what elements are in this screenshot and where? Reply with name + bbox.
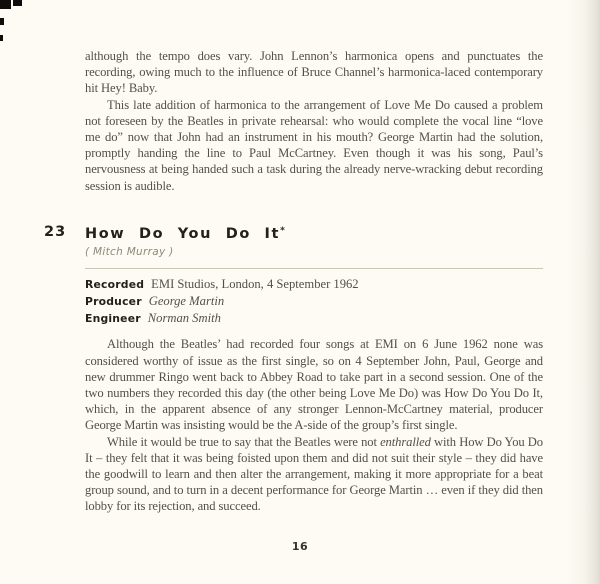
text-segment: While it would be true to say that the Beatles were not [107, 434, 381, 449]
heading-divider-rule [85, 268, 543, 269]
track-title [85, 223, 543, 243]
scan-artifact [0, 18, 4, 25]
track-entry-heading [44, 223, 543, 258]
paragraph [85, 97, 543, 194]
text-segment: Although the Beatles’ had recorded four songs at EMI on 6 June 1962 none was considered worthy of issue as the first single, so on 4 September John, Paul, George and new drummer Ringo went back to Abbey Road to take part in a second session. One of the two numbers they recorded this day (the other being Love Me Do) was How Do You Do It, which, in the apparent absence of any stronger Lennon-McCartney material, producer George Martin was insisting would be the A-side of the group’s first single. [85, 337, 543, 433]
text-segment: This late addition of harmonica to the arrangement of Love Me Do caused a problem not foreseen by the Beatles in private rehearsal: who would complete the vocal line “love me do” now that John had an instrument in his mouth? George Martin had the solution, promptly handing the line to Paul McCartney. Even though it was his song, Paul’s nervousness at being handed such a task during the already nerve-wracking debut recording session is audible. [85, 97, 543, 193]
paragraph [85, 434, 543, 515]
page-number: 16 [291, 540, 309, 553]
entry-paragraphs [85, 336, 543, 514]
text-segment: although the tempo does vary. John Lennon’s harmonica opens and punctuates the recording, owing much to the influence of Bruce Channel’s harmonica-laced contemporary hit Hey! Baby. [85, 49, 543, 96]
track-title-asterisk: * [280, 225, 285, 236]
scan-artifact [0, 0, 11, 9]
credit-value: EMI Studios, London, 4 September 1962 [151, 276, 359, 291]
track-title-text: How Do You Do It [85, 225, 281, 242]
paragraph [85, 336, 543, 433]
credit-row [85, 310, 543, 327]
credit-row [85, 276, 543, 293]
credit-value: Norman Smith [147, 311, 221, 326]
recording-credits [85, 276, 543, 328]
intro-paragraphs [85, 48, 543, 194]
credit-value: George Martin [148, 294, 225, 309]
text-segment: with How Do You Do It – they felt that it was being foisted upon them and did not suit their style – they did have the goodwill to learn and then alter the arrangement, making it more appropriate for a beat group sound, and to turn in a decent performance for George Martin … even if they did then lobby for its rejection, and succeed. [85, 434, 543, 514]
credit-label: Producer [85, 295, 142, 309]
page-edge-shading [566, 0, 600, 584]
credit-label: Recorded [85, 277, 145, 291]
paragraph [85, 48, 543, 97]
page-content [44, 0, 543, 515]
credit-label: Engineer [85, 312, 141, 326]
scan-artifact [13, 0, 22, 6]
track-number: 23 [44, 223, 67, 240]
composer-credit: ( Mitch Murray ) [85, 245, 174, 258]
text-segment: enthralled [380, 434, 431, 449]
scan-artifact [0, 35, 3, 41]
credit-row [85, 293, 543, 310]
